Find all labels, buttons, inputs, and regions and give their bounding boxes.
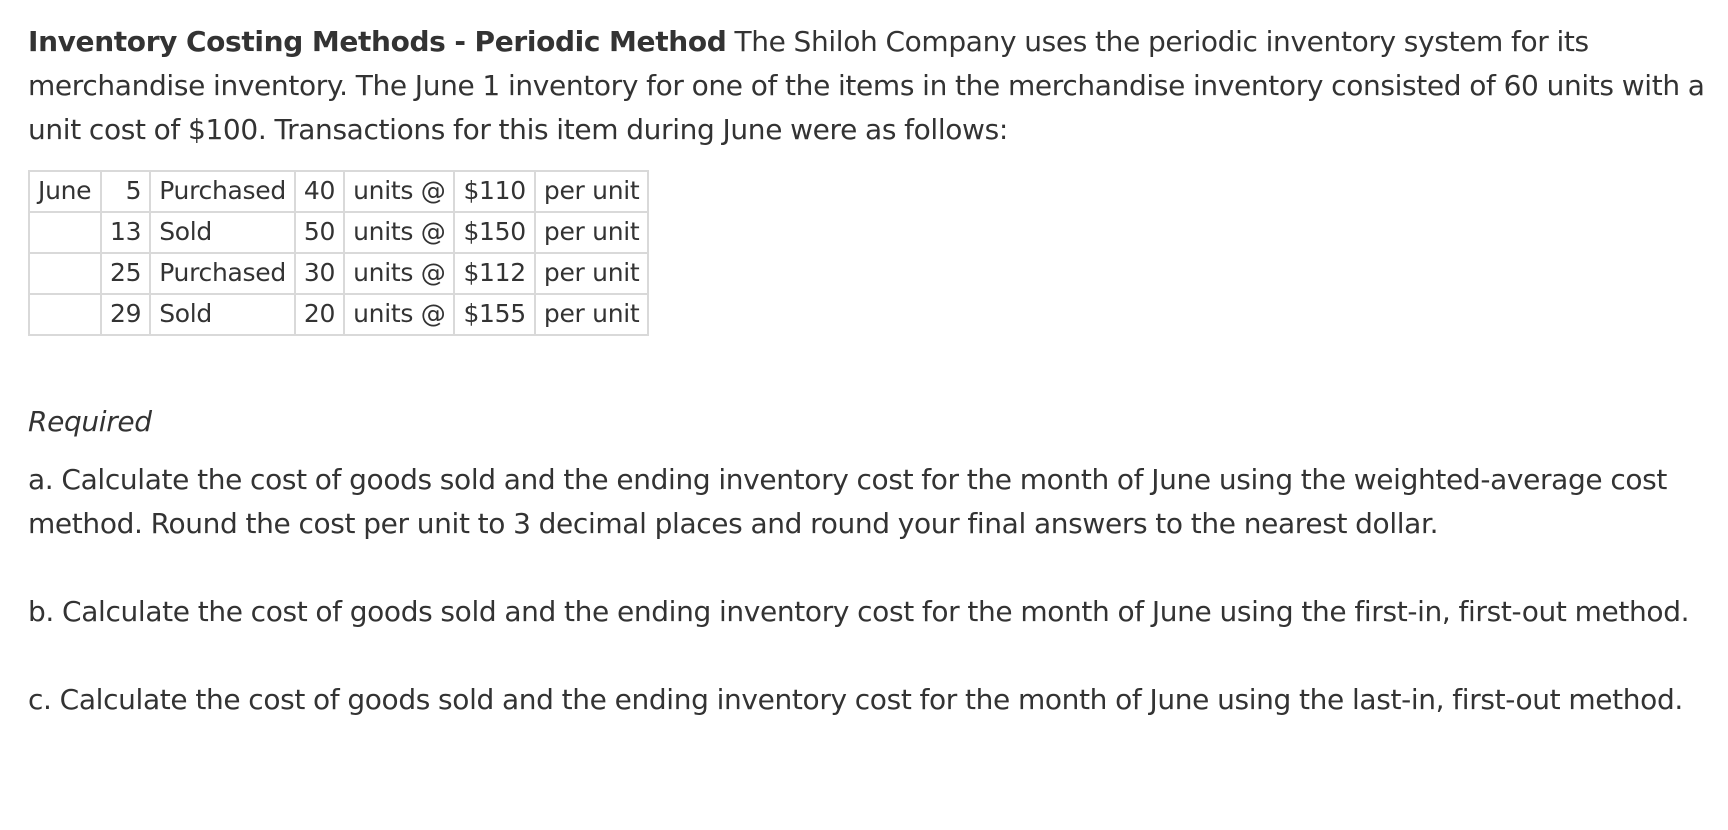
table-row <box>29 294 648 335</box>
quantity-cell: 50 <box>295 212 344 253</box>
price-cell: $155 <box>454 294 534 335</box>
table-row <box>29 212 648 253</box>
units-label-cell: units @ <box>344 212 454 253</box>
quantity-cell: 20 <box>295 294 344 335</box>
per-unit-cell: per unit <box>535 212 649 253</box>
quantity-cell: 30 <box>295 253 344 294</box>
price-cell: $150 <box>454 212 534 253</box>
problem-heading: Inventory Costing Methods - Periodic Method <box>28 25 727 58</box>
required-heading: Required <box>28 405 152 438</box>
quantity-cell: 40 <box>295 171 344 212</box>
month-cell <box>29 294 101 335</box>
question-b: b. Calculate the cost of goods sold and the ending inventory cost for the month of June using the first-in, first-out method. <box>28 595 1690 628</box>
day-cell: 13 <box>101 212 150 253</box>
per-unit-cell: per unit <box>535 171 649 212</box>
type-cell: Sold <box>150 294 295 335</box>
price-cell: $112 <box>454 253 534 294</box>
question-c: c. Calculate the cost of goods sold and the ending inventory cost for the month of June using the last-in, first-out method. <box>28 683 1683 716</box>
day-cell: 25 <box>101 253 150 294</box>
per-unit-cell: per unit <box>535 294 649 335</box>
per-unit-cell: per unit <box>535 253 649 294</box>
table-row <box>29 253 648 294</box>
units-label-cell: units @ <box>344 294 454 335</box>
day-cell: 5 <box>101 171 150 212</box>
problem-intro-text: The Shiloh Company uses the periodic inventory system for its merchandise inventory. The June 1 inventory for one of the items in the merchandise inventory consisted of 60 units with a unit cost of $100. Transactions for this item during June were as follows: <box>28 25 1705 146</box>
units-label-cell: units @ <box>344 253 454 294</box>
day-cell: 29 <box>101 294 150 335</box>
question-a: a. Calculate the cost of goods sold and the ending inventory cost for the month of June using the weighted-average cost method. Round the cost per unit to 3 decimal places and round your final answers to the nearest dollar. <box>28 463 1668 540</box>
type-cell: Purchased <box>150 171 295 212</box>
price-cell: $110 <box>454 171 534 212</box>
problem-content <box>28 20 1718 722</box>
month-cell: June <box>29 171 101 212</box>
type-cell: Purchased <box>150 253 295 294</box>
units-label-cell: units @ <box>344 171 454 212</box>
month-cell <box>29 212 101 253</box>
transactions-table <box>28 170 649 336</box>
table-row <box>29 171 648 212</box>
month-cell <box>29 253 101 294</box>
problem-intro <box>28 20 1718 152</box>
type-cell: Sold <box>150 212 295 253</box>
